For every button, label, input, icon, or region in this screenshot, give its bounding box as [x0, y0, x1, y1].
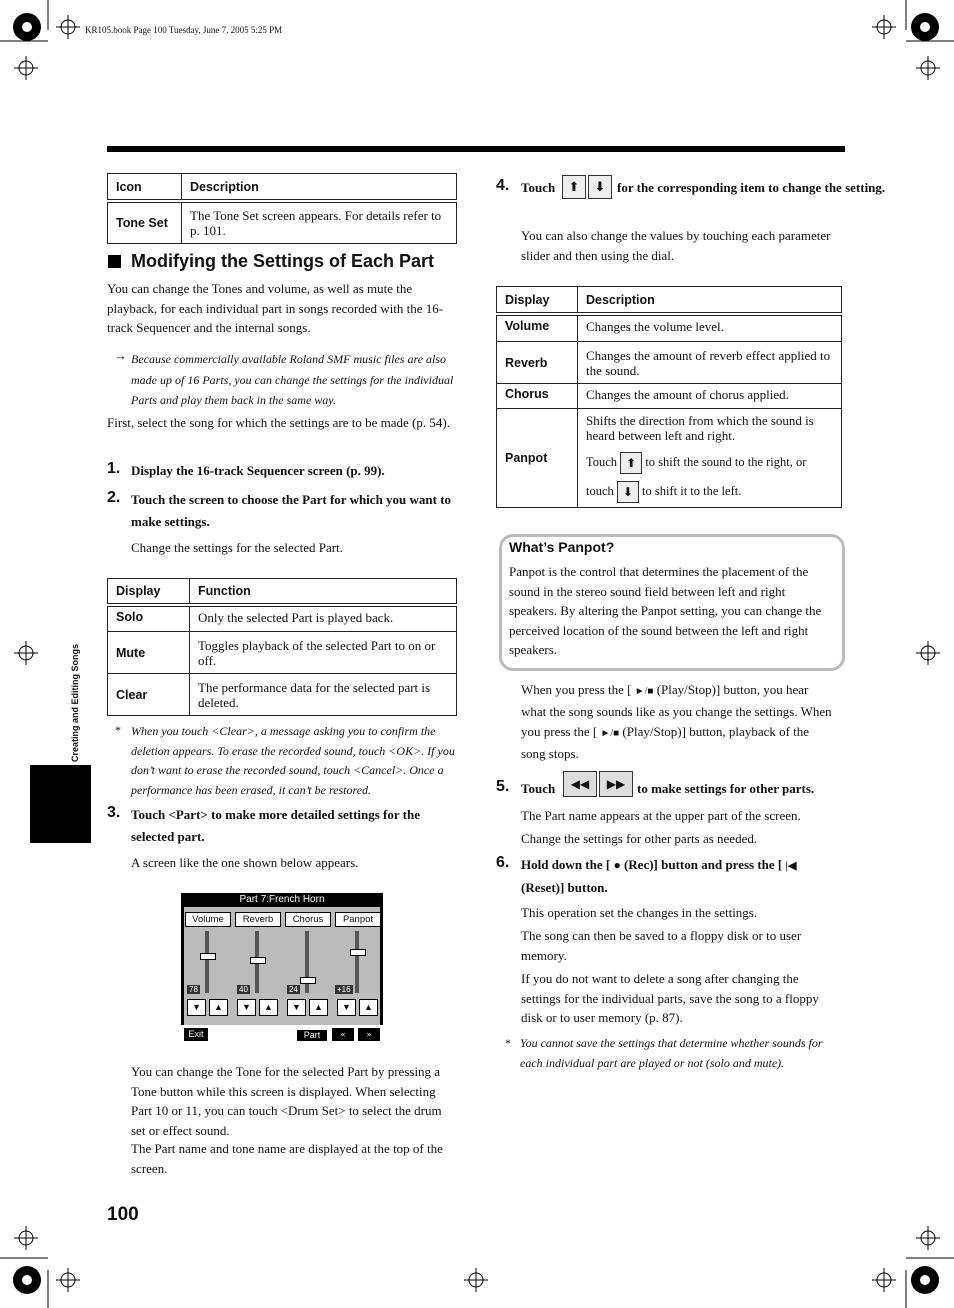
step6-sub3: If you do not want to delete a song after changing the settings for the individual parts, save the song to a floppy disk or to user memory (p. 87). [521, 971, 819, 1025]
reverb-desc: Changes the amount of reverb effect applied to the sound. [578, 342, 842, 384]
reset-icon: |◀ [785, 860, 797, 872]
lcd-down-arrow-icon[interactable]: ▼ [287, 999, 306, 1016]
panpot-right-text: to shift the sound to the right, or [645, 455, 807, 469]
first-select: First, select the song for which the settings are to be made (p. 54). [107, 415, 450, 430]
step6-text-a: Hold down the [ [521, 857, 611, 872]
page-number: 100 [107, 1204, 139, 1225]
icon-header: Icon [108, 174, 182, 202]
play-stop-icon: ►/■ [634, 686, 654, 697]
clear-note: When you touch <Clear>, a message asking you to confirm the deletion appears. To erase the recorded sound, touch <OK>. If you don’t want to erase the recorded sound, touch <Cancel>. Once a performance has been erased, it can’t be restored. [131, 724, 455, 797]
play-stop-a: When you press the [ [521, 682, 632, 697]
lcd-tab-chorus[interactable]: Chorus [285, 912, 331, 927]
volume-key: Volume [497, 314, 578, 342]
step5-text-b: to make settings for other parts. [637, 781, 815, 796]
play-stop-c: (Play/Stop)] button, playback of the song stops. [521, 724, 810, 761]
side-tab [30, 765, 91, 843]
lcd-down-arrow-icon[interactable]: ▼ [237, 999, 256, 1016]
after-screen-text-2: The Part name and tone name are displayed at the top of the screen. [131, 1141, 443, 1176]
clear-desc: The performance data for the selected part is deleted. [190, 674, 457, 716]
lcd-title: Part 7:French Horn [239, 894, 325, 905]
rewind-icon: ◀◀ [563, 771, 597, 797]
file-info: KR105.book Page 100 Tuesday, June 7, 2005 5:25 PM [85, 25, 283, 35]
chorus-desc: Changes the amount of chorus applied. [578, 384, 842, 409]
play-stop-text [521, 680, 833, 764]
step3-number: 3. [107, 804, 121, 821]
step2-number: 2. [107, 489, 121, 506]
after-screen-text: You can change the Tone for the selected Part by pressing a Tone button while this screen is displayed. When selecting Part 10 or 11, you can touch <Drum Set> to select the drum set or effect sound. [131, 1064, 442, 1138]
mute-key: Mute [108, 632, 190, 674]
lcd-slider-track [355, 931, 359, 993]
clear-key: Clear [108, 674, 190, 716]
step5-text-a: Touch [521, 781, 556, 796]
play-stop-b: (Play/Stop)] button, you hear what the song sounds like as you change the settings. When you press the [ [521, 682, 832, 739]
rec-icon: ● [613, 858, 621, 872]
lcd-slider-knob-reverb[interactable] [250, 957, 266, 964]
step5-sub1: The Part name appears at the upper part of the screen. [521, 808, 801, 823]
asterisk-icon: * [115, 723, 121, 737]
panpot-key: Panpot [497, 409, 578, 508]
step6-text-c: (Reset)] button. [521, 880, 608, 895]
lcd-slider-knob-panpot[interactable] [350, 949, 366, 956]
memo-note: Because commercially available Roland SMF music files are also made up of 16 Parts, you can change the settings for the individual Parts and play them back in the same way. [131, 352, 454, 407]
solo-desc: Only the selected Part is played back. [190, 605, 457, 632]
chorus-key: Chorus [497, 384, 578, 409]
down-arrow-icon: ⬇ [588, 175, 612, 199]
step5-sub2: Change the settings for other parts as needed. [521, 831, 758, 846]
section-title: Modifying the Settings of Each Part [131, 251, 435, 271]
up-arrow-icon: ⬆ [562, 175, 586, 199]
up-arrow-icon: ⬆ [620, 452, 642, 474]
lcd-tab-panpot[interactable]: Panpot [335, 912, 381, 927]
lcd-tab-reverb[interactable]: Reverb [235, 912, 281, 927]
solo-key: Solo [108, 605, 190, 632]
step3-sub: A screen like the one shown below appears. [131, 855, 359, 870]
lcd-slider-knob-chorus[interactable] [300, 977, 316, 984]
display-table [496, 286, 842, 508]
icon-table [107, 173, 457, 244]
lcd-value-volume: 78 [189, 985, 198, 994]
lcd-up-arrow-icon[interactable]: ▲ [359, 999, 378, 1016]
step6-sub2: The song can then be saved to a floppy disk or to user memory. [521, 928, 802, 963]
play-stop-icon: ►/■ [600, 728, 620, 739]
down-arrow-icon: ⬇ [617, 481, 639, 503]
lcd-up-arrow-icon[interactable]: ▲ [259, 999, 278, 1016]
section-bullet-icon [108, 255, 121, 268]
lcd-up-arrow-icon[interactable]: ▲ [209, 999, 228, 1016]
asterisk-icon: * [505, 1036, 511, 1050]
lcd-prev-part-icon[interactable]: « [332, 1028, 354, 1041]
step4-text-b1: for the corresponding item to change the setting. [617, 180, 886, 195]
panpot-box-text: Panpot is the control that determines the placement of the sound in the stereo sound field between left and right speakers. By altering the Panpot setting, you can change the perceived location of the sound between the left and right speakers. [509, 564, 822, 657]
memo-arrow-icon: → [114, 348, 127, 363]
tone-set-desc: The Tone Set screen appears. For details refer to p. 101. [182, 201, 457, 244]
panpot-desc: Shifts the direction from which the sound is heard between left and right. [586, 413, 814, 443]
step4-sub: You can also change the values by touching each parameter slider and then using the dial. [521, 228, 831, 263]
lcd-value-reverb: 40 [239, 985, 248, 994]
step4-number: 4. [496, 177, 510, 194]
panpot-left-text: to shift it to the left. [642, 484, 742, 499]
lcd-value-chorus: 24 [289, 985, 298, 994]
step6-sub1: This operation set the changes in the settings. [521, 905, 758, 920]
step5-number: 5. [496, 778, 510, 795]
top-rule [107, 146, 845, 152]
step3-text: Touch <Part> to make more detailed settings for the selected part. [131, 807, 420, 844]
lcd-down-arrow-icon[interactable]: ▼ [187, 999, 206, 1016]
step6-text [521, 854, 841, 899]
panpot-touch-right [586, 451, 833, 474]
lcd-up-arrow-icon[interactable]: ▲ [309, 999, 328, 1016]
panpot-touch-left [586, 480, 833, 503]
final-note: You cannot save the settings that determine whether sounds for each individual part are played or not (solo and mute). [520, 1036, 823, 1070]
step2-sub: Change the settings for the selected Part. [131, 540, 343, 555]
lcd-next-part-icon[interactable]: » [358, 1028, 380, 1041]
step1-number: 1. [107, 460, 121, 477]
reverb-key: Reverb [497, 342, 578, 384]
display-description-header: Description [578, 287, 842, 315]
lcd-slider-track [205, 931, 209, 993]
lcd-value-panpot: +16 [337, 985, 351, 994]
volume-desc: Changes the volume level. [578, 314, 842, 342]
part-screen [181, 893, 383, 1045]
function-header: Function [190, 579, 457, 606]
function-table [107, 578, 457, 716]
step1-text: Display the 16-track Sequencer screen (p. 99). [131, 463, 385, 478]
lcd-tab-volume[interactable]: Volume [185, 912, 231, 927]
panpot-box-title: What’s Panpot? [509, 539, 615, 555]
mute-desc: Toggles playback of the selected Part to on or off. [190, 632, 457, 674]
step6-number: 6. [496, 854, 510, 871]
step4-text-a: Touch [521, 180, 556, 195]
description-header: Description [182, 174, 457, 202]
lcd-down-arrow-icon[interactable]: ▼ [337, 999, 356, 1016]
lcd-slider-knob-volume[interactable] [200, 953, 216, 960]
step6-text-b: (Rec)] button and press the [ [623, 857, 783, 872]
function-display-header: Display [108, 579, 190, 606]
section-intro: You can change the Tones and volume, as well as mute the playback, for each individual part in songs recorded with the 16-track Sequencer and the internal songs. [107, 281, 444, 335]
display-header: Display [497, 287, 578, 315]
panpot-touch-label: Touch [586, 455, 618, 469]
fast-forward-icon: ▶▶ [599, 771, 633, 797]
panpot-touch-label-2: touch [586, 484, 614, 499]
lcd-part-button[interactable]: Part [297, 1030, 327, 1041]
tone-set-key: Tone Set [108, 201, 182, 244]
side-tab-label: Creating and Editing Songs [70, 643, 80, 762]
step2-text: Touch the screen to choose the Part for which you want to make settings. [131, 492, 452, 529]
lcd-exit-button[interactable]: Exit [184, 1028, 208, 1041]
panpot-desc-cell [578, 409, 842, 508]
